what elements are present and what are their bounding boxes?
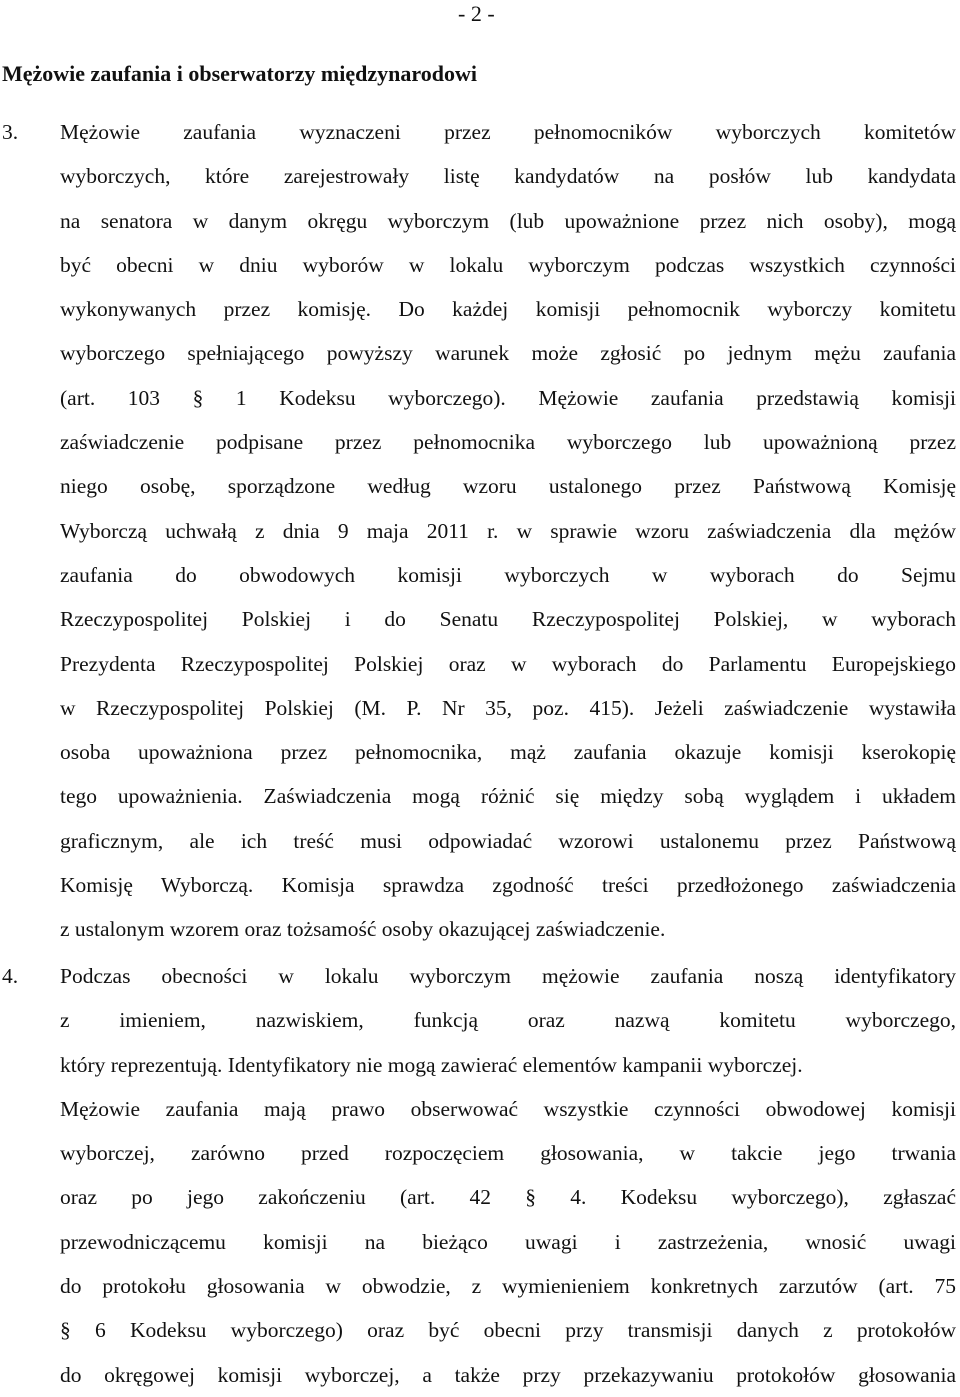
list-item-number: 3.	[2, 120, 19, 144]
paragraph-line: z imieniem, nazwiskiem, funkcją oraz nazwą komitetu wyborczego,	[60, 1008, 956, 1033]
paragraph-line: Mężowie zaufania wyznaczeni przez pełnomocników wyborczych komitetów	[60, 120, 956, 144]
list-item-number: 4.	[2, 964, 19, 988]
paragraph-line: graficznym, ale ich treść musi odpowiadać wzorowi ustalonemu przez Państwową	[60, 828, 956, 853]
paragraph-line: być obecni w dniu wyborów w lokalu wyborczym podczas wszystkich czynności	[60, 252, 956, 277]
paragraph-line: Prezydenta Rzeczypospolitej Polskiej oraz w wyborach do Parlamentu Europejskiego	[60, 651, 956, 676]
paragraph-line: Podczas obecności w lokalu wyborczym mężowie zaufania noszą identyfikatory	[60, 964, 956, 988]
paragraph-line: wyborczego spełniającego powyższy warunek może zgłosić po jednym mężu zaufania	[60, 341, 956, 366]
paragraph-line: do protokołu głosowania w obwodzie, z wymienieniem konkretnych zarzutów (art. 75	[60, 1274, 956, 1299]
paragraph-line: niego osobę, sporządzone według wzoru ustalonego przez Państwową Komisję	[60, 474, 956, 499]
paragraph-line: Mężowie zaufania mają prawo obserwować wszystkie czynności obwodowej komisji	[60, 1096, 956, 1121]
section-heading: Mężowie zaufania i obserwatorzy międzynarodowi	[2, 61, 477, 86]
paragraph-line: wyborczych, które zarejestrowały listę kandydatów na posłów lub kandydata	[60, 164, 956, 189]
paragraph-line: Rzeczypospolitej Polskiej i do Senatu Rzeczypospolitej Polskiej, w wyborach	[60, 607, 956, 632]
paragraph-line: oraz po jego zakończeniu (art. 42 § 4. Kodeksu wyborczego), zgłaszać	[60, 1185, 956, 1210]
paragraph-line: wykonywanych przez komisję. Do każdej komisji pełnomocnik wyborczy komitetu	[60, 297, 956, 322]
paragraph-line: na senatora w danym okręgu wyborczym (lub upoważnione przez nich osoby), mogą	[60, 208, 956, 233]
paragraph-line: osoba upoważniona przez pełnomocnika, mąż zaufania okazuje komisji kserokopię	[60, 740, 956, 765]
page-number: - 2 -	[458, 1, 495, 26]
paragraph-line: który reprezentują. Identyfikatory nie mogą zawierać elementów kampanii wyborczej.	[60, 1052, 803, 1077]
paragraph-line: przewodniczącemu komisji na bieżąco uwagi i zastrzeżenia, wnosić uwagi	[60, 1229, 956, 1254]
list-item-body	[60, 954, 956, 1397]
paragraph-line: w Rzeczypospolitej Polskiej (M. P. Nr 35, poz. 415). Jeżeli zaświadczenie wystawiła	[60, 695, 956, 720]
paragraph-line: wyborczej, zarówno przed rozpoczęciem głosowania, w takcie jego trwania	[60, 1141, 956, 1166]
list-item-body	[60, 110, 956, 952]
paragraph-line: do okręgowej komisji wyborczej, a także przy przekazywaniu protokołów głosowania	[60, 1362, 956, 1387]
paragraph-line: tego upoważnienia. Zaświadczenia mogą różnić się między sobą wyglądem i układem	[60, 784, 956, 809]
paragraph-line: zaufania do obwodowych komisji wyborczych w wyborach do Sejmu	[60, 562, 956, 587]
paragraph-line: z ustalonym wzorem oraz tożsamość osoby okazującej zaświadczenie.	[60, 917, 666, 942]
paragraph-line: zaświadczenie podpisane przez pełnomocnika wyborczego lub upoważnioną przez	[60, 430, 956, 455]
paragraph-line: Komisję Wyborczą. Komisja sprawdza zgodność treści przedłożonego zaświadczenia	[60, 873, 956, 898]
paragraph-line: Wyborczą uchwałą z dnia 9 maja 2011 r. w sprawie wzoru zaświadczenia dla mężów	[60, 518, 956, 543]
paragraph-line: § 6 Kodeksu wyborczego) oraz być obecni przy transmisji danych z protokołów	[60, 1318, 956, 1343]
paragraph-line: (art. 103 § 1 Kodeksu wyborczego). Mężowie zaufania przedstawią komisji	[60, 385, 956, 410]
